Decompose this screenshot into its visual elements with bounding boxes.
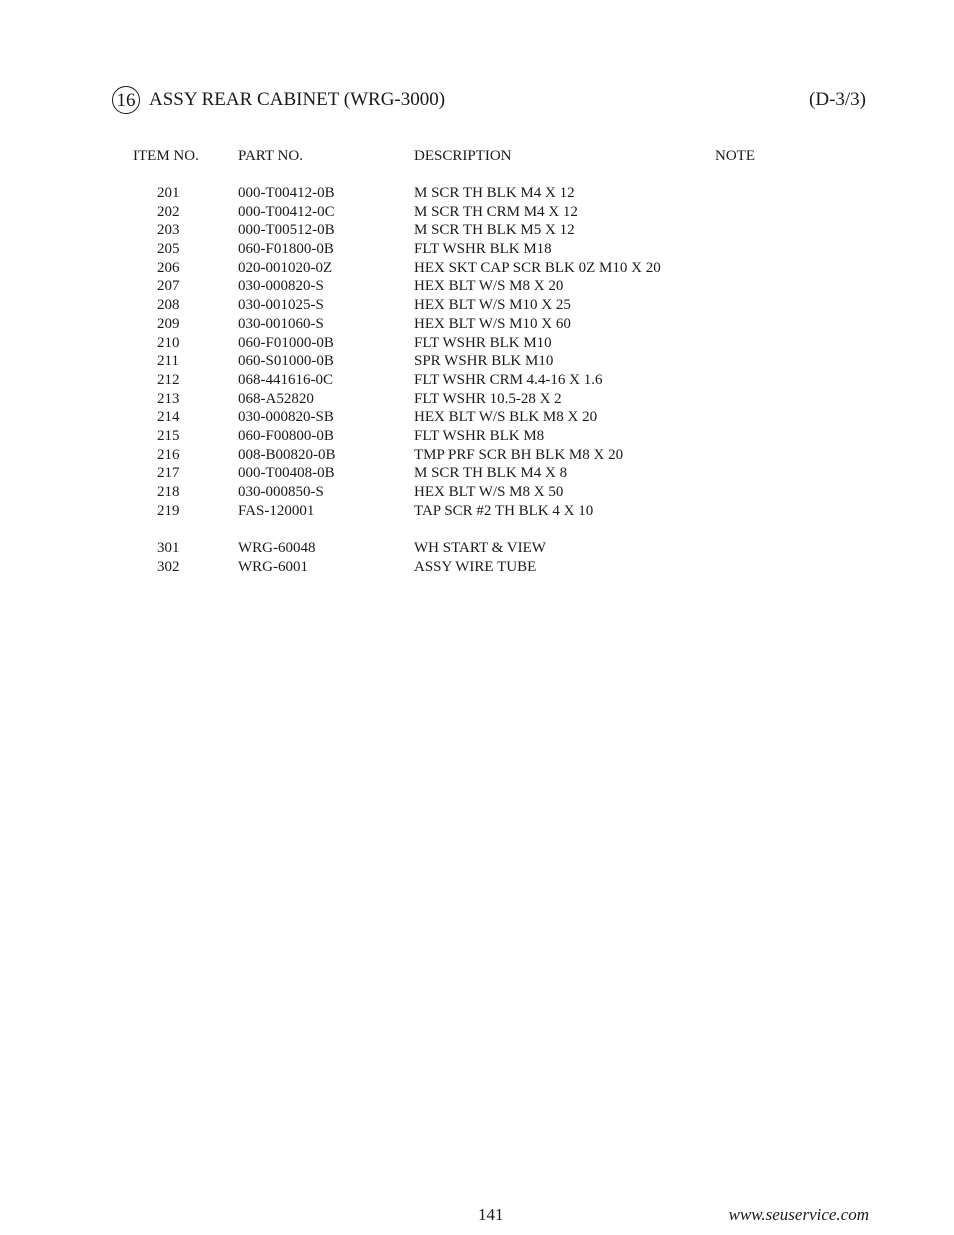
- website-link[interactable]: www.seuservice.com: [728, 1205, 869, 1224]
- part-number-cell: 030-001060-S: [238, 315, 324, 332]
- table-row: [0, 204, 954, 223]
- description-cell: ASSY WIRE TUBE: [414, 558, 537, 575]
- item-number-cell: 216: [157, 446, 180, 463]
- item-number-cell: 208: [157, 297, 180, 314]
- description-cell: M SCR TH BLK M5 X 12: [414, 222, 575, 239]
- part-number-cell: 000-T00412-0B: [238, 185, 335, 201]
- description-cell: TAP SCR #2 TH BLK 4 X 10: [414, 502, 594, 519]
- table-row: [0, 503, 954, 522]
- table-row: [0, 372, 954, 391]
- table-row: [0, 316, 954, 335]
- description-cell: FLT WSHR 10.5-28 X 2: [414, 390, 562, 407]
- part-number-cell: 000-T00512-0B: [238, 222, 335, 239]
- part-number-cell: 068-441616-0C: [238, 371, 333, 388]
- column-header-note: NOTE: [715, 148, 755, 164]
- section-header: [112, 86, 866, 116]
- parts-table-body: [0, 185, 954, 577]
- description-cell: HEX BLT W/S M10 X 25: [414, 297, 571, 314]
- item-number-cell: 302: [157, 558, 180, 575]
- item-number-cell: 203: [157, 222, 180, 239]
- description-cell: SPR WSHR BLK M10: [414, 353, 554, 370]
- description-cell: HEX BLT W/S M8 X 20: [414, 278, 564, 295]
- description-cell: M SCR TH BLK M4 X 8: [414, 465, 568, 482]
- description-cell: HEX BLT W/S M10 X 60: [414, 315, 571, 332]
- table-row: [0, 260, 954, 279]
- item-number-cell: 215: [157, 427, 180, 444]
- description-cell: M SCR TH CRM M4 X 12: [414, 203, 578, 220]
- item-number-cell: 214: [157, 409, 180, 426]
- part-number-cell: WRG-6001: [238, 558, 308, 575]
- part-number-cell: 030-001025-S: [238, 297, 324, 314]
- item-number-cell: 205: [157, 241, 180, 258]
- section-number-badge: 16: [112, 86, 140, 114]
- item-number-cell: 217: [157, 465, 180, 482]
- item-number-cell: 218: [157, 484, 180, 500]
- description-cell: M SCR TH BLK M4 X 12: [414, 185, 575, 201]
- description-cell: WH START & VIEW: [414, 539, 546, 556]
- item-number-cell: 210: [157, 334, 180, 351]
- part-number-cell: 060-S01000-0B: [238, 353, 334, 370]
- part-number-cell: 030-000850-S: [238, 484, 324, 500]
- description-cell: FLT WSHR BLK M8: [414, 427, 545, 444]
- table-row: [0, 391, 954, 410]
- table-row: [0, 353, 954, 372]
- part-number-cell: 000-T00412-0C: [238, 203, 335, 220]
- page-title: ASSY REAR CABINET (WRG-3000): [149, 89, 446, 110]
- table-row: [0, 278, 954, 297]
- part-number-cell: 020-001020-0Z: [238, 259, 333, 276]
- table-row: [0, 428, 954, 447]
- description-cell: FLT WSHR BLK M10: [414, 334, 552, 351]
- part-number-cell: WRG-60048: [238, 539, 316, 556]
- description-cell: FLT WSHR BLK M18: [414, 241, 552, 258]
- part-number-cell: 008-B00820-0B: [238, 446, 336, 463]
- item-number-cell: 213: [157, 390, 180, 407]
- part-number-cell: 060-F01800-0B: [238, 241, 334, 258]
- part-number-cell: 030-000820-S: [238, 278, 324, 295]
- table-row: [0, 335, 954, 354]
- group-spacer: [0, 521, 954, 540]
- item-number-cell: 202: [157, 203, 180, 220]
- table-row: [0, 447, 954, 466]
- item-number-cell: 219: [157, 502, 180, 519]
- item-number-cell: 207: [157, 278, 180, 295]
- item-number-cell: 212: [157, 371, 180, 388]
- table-row: [0, 297, 954, 316]
- part-number-cell: 060-F00800-0B: [238, 427, 334, 444]
- part-number-cell: 068-A52820: [238, 390, 314, 407]
- column-header-item-no: ITEM NO.: [133, 148, 199, 164]
- description-cell: HEX BLT W/S BLK M8 X 20: [414, 409, 598, 426]
- part-number-cell: FAS-120001: [238, 502, 315, 519]
- table-row: [0, 559, 954, 578]
- part-number-cell: 060-F01000-0B: [238, 334, 334, 351]
- part-number-cell: 000-T00408-0B: [238, 465, 335, 482]
- table-row: [0, 241, 954, 260]
- table-row: [0, 222, 954, 241]
- column-header-part-no: PART NO.: [238, 148, 303, 164]
- item-number-cell: 209: [157, 315, 180, 332]
- item-number-cell: 211: [157, 353, 179, 370]
- table-row: [0, 540, 954, 559]
- page-number: 141: [478, 1205, 504, 1224]
- item-number-cell: 301: [157, 539, 180, 556]
- table-row: [0, 185, 954, 204]
- part-number-cell: 030-000820-SB: [238, 409, 334, 426]
- table-row: [0, 484, 954, 503]
- column-header-description: DESCRIPTION: [414, 148, 512, 164]
- table-row: [0, 409, 954, 428]
- item-number-cell: 206: [157, 259, 180, 276]
- item-number-cell: 201: [157, 185, 180, 201]
- section-code: (D-3/3): [809, 89, 866, 110]
- table-row: [0, 465, 954, 484]
- description-cell: TMP PRF SCR BH BLK M8 X 20: [414, 446, 624, 463]
- description-cell: HEX BLT W/S M8 X 50: [414, 484, 564, 500]
- description-cell: FLT WSHR CRM 4.4-16 X 1.6: [414, 371, 603, 388]
- description-cell: HEX SKT CAP SCR BLK 0Z M10 X 20: [414, 259, 661, 276]
